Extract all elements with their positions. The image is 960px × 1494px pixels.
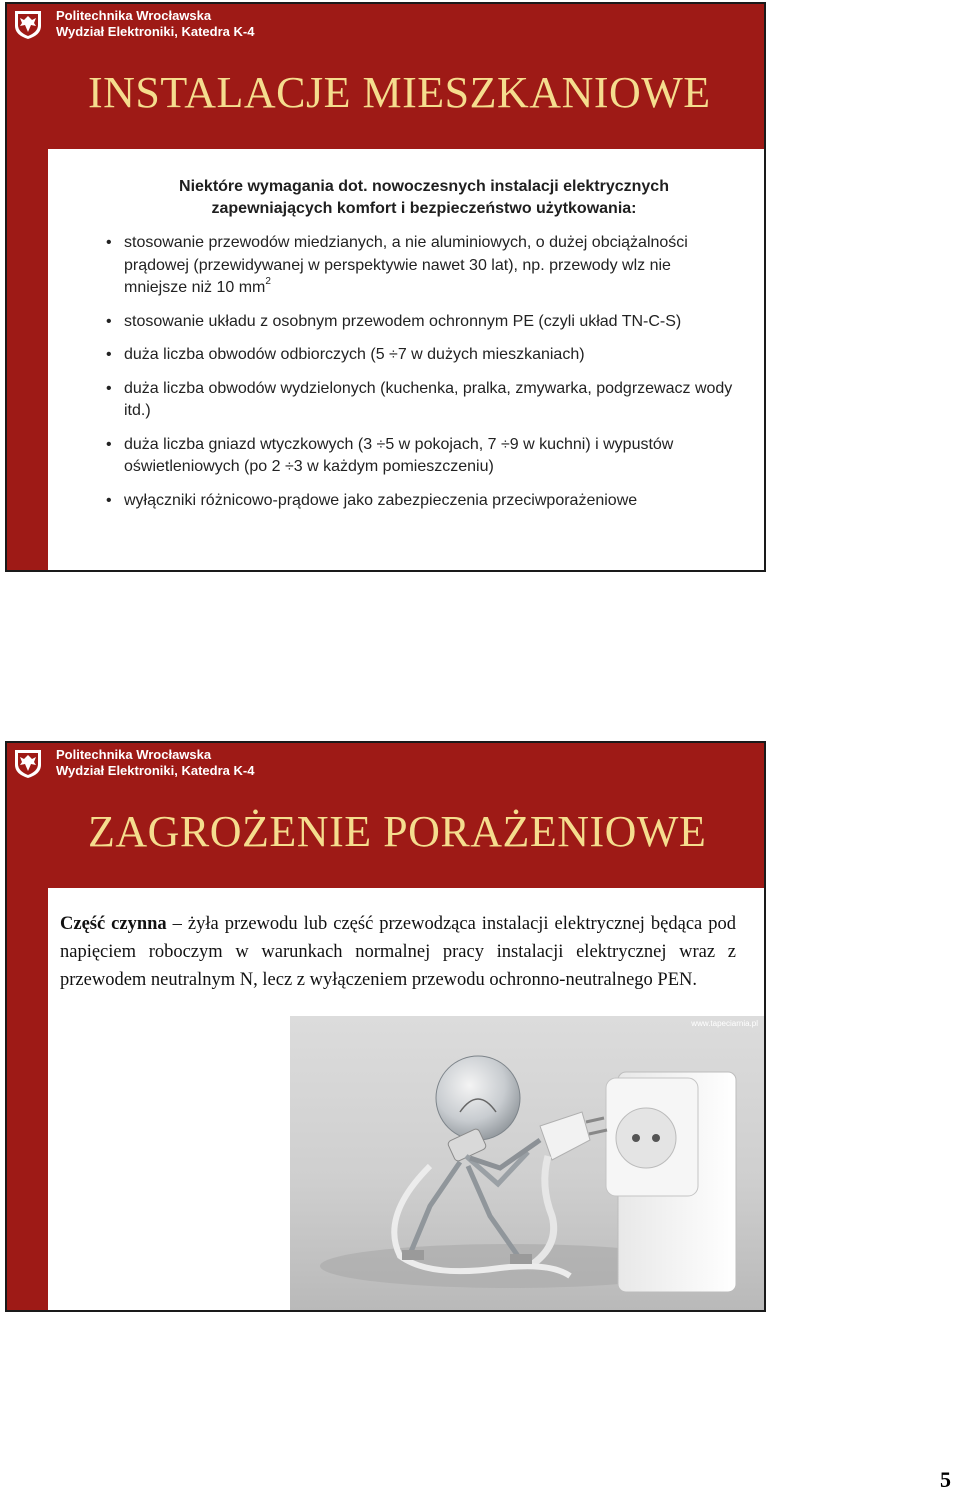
- institution-line2: Wydział Elektroniki, Katedra K-4: [56, 24, 255, 39]
- slide-header-bar: [7, 743, 764, 782]
- defined-term: Część czynna: [60, 914, 167, 934]
- list-item: • duża liczba obwodów odbiorczych (5 ÷7 w dużych mieszkaniach): [106, 344, 736, 367]
- definition-text: – żyła przewodu lub część przewodząca instalacji elektrycznej będąca pod napięciem roboczym w warunkach normalnej pracy instalacji elektrycznej wraz z przewodem neutralnym N, lecz z wyłączeniem przewodu ochronno-neutralnego PEN.: [60, 914, 736, 990]
- requirements-intro: Niektóre wymagania dot. nowoczesnych instalacji elektrycznych zapewniających komfort i bezpieczeństwo użytkowania:: [179, 178, 669, 217]
- institution-text: [56, 8, 254, 40]
- institution-line1: Politechnika Wrocławska: [56, 8, 212, 23]
- left-accent-strip: [7, 43, 48, 570]
- left-accent-strip: [7, 782, 48, 1310]
- institution-line1: Politechnika Wrocławska: [56, 747, 212, 762]
- list-item: • duża liczba gniazd wtyczkowych (3 ÷5 w pokojach, 7 ÷9 w kuchni) i wypustów oświetleniowych (po 2 ÷3 w każdym pomieszczeniu): [106, 434, 736, 479]
- list-item: • stosowanie układu z osobnym przewodem ochronnym PE (czyli układ TN-C-S): [106, 311, 736, 334]
- list-item-text: stosowanie przewodów miedzianych, a nie aluminiowych, o dużej obciążalności prądowej (przewidywanej w perspektywie nawet 30 lat), np. przewody wlz nie mniejsze niż 10 mm: [124, 234, 688, 296]
- definition-paragraph: [60, 910, 736, 994]
- lightbulb-robot-plug-photo: [290, 1016, 764, 1310]
- page-number: 5: [940, 1467, 951, 1492]
- slide-shock-hazard: [5, 741, 766, 1312]
- slide-content: [48, 888, 764, 1310]
- superscript: 2: [265, 276, 271, 287]
- slide-title: INSTALACJE MIESZKANIOWE: [88, 68, 711, 117]
- requirements-list: [106, 232, 736, 523]
- list-item: • duża liczba obwodów wydzielonych (kuchenka, pralka, zmywarka, podgrzewacz wody itd.): [106, 378, 736, 423]
- title-band: [48, 43, 764, 149]
- institution-text: [56, 747, 254, 779]
- institution-line2: Wydział Elektroniki, Katedra K-4: [56, 763, 255, 778]
- slide-header-bar: [7, 4, 764, 43]
- list-item: • wyłączniki różnicowo-prądowe jako zabezpieczenia przeciwporażeniowe: [106, 490, 736, 513]
- university-eagle-logo-icon: [12, 8, 44, 40]
- slide-title: ZAGROŻENIE PORAŻENIOWE: [88, 807, 707, 856]
- photo-watermark: www.tapeciarnia.pl: [691, 1019, 758, 1028]
- university-eagle-logo-icon: [12, 747, 44, 779]
- title-band: [48, 782, 764, 888]
- slide-content: [48, 149, 764, 570]
- list-item: [106, 232, 736, 300]
- slide-installations: [5, 2, 766, 572]
